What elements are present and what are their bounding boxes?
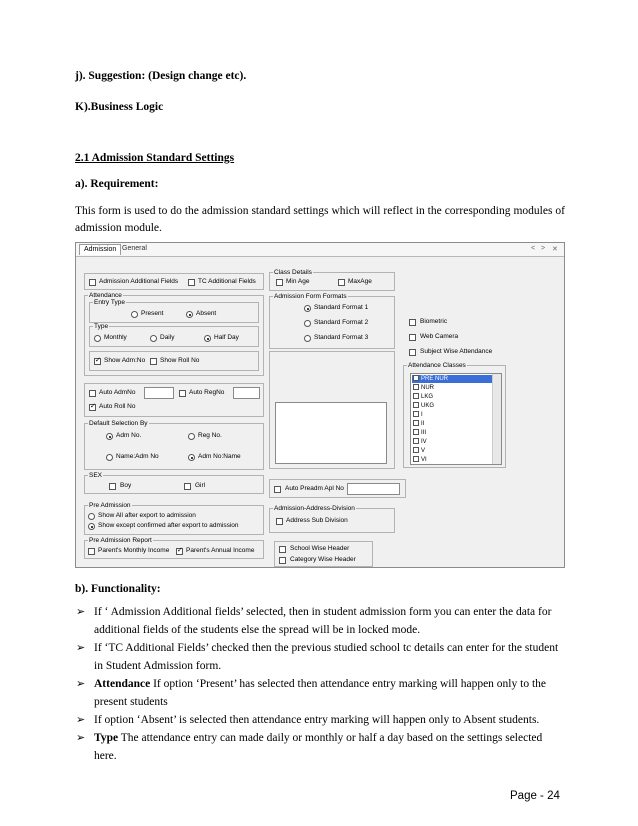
standard-format-2-label: Standard Format 2 — [314, 319, 369, 326]
attendance-classes-list[interactable] — [410, 373, 502, 465]
list-item-label: UKG — [421, 403, 435, 409]
close-icon[interactable]: ✕ — [552, 246, 558, 253]
show-except-radio[interactable] — [88, 523, 95, 530]
category-wise-header-label: Category Wise Header — [290, 556, 356, 563]
biometric-checkbox[interactable] — [409, 319, 416, 326]
pre-admission-report-legend: Pre Admission Report — [89, 537, 152, 544]
list-item[interactable] — [413, 393, 433, 401]
auto-roll-no-label: Auto Roll No — [99, 403, 136, 410]
adm-no-name-radio[interactable] — [188, 454, 195, 461]
list-item-label: V — [421, 448, 426, 454]
web-camera-label: Web Camera — [420, 333, 459, 340]
list-item-label: NUR — [421, 385, 434, 391]
girl-label: Girl — [195, 482, 206, 489]
admission-additional-fields-checkbox[interactable] — [89, 279, 96, 286]
list-item[interactable] — [413, 402, 434, 410]
list-item-checkbox[interactable] — [413, 393, 419, 399]
list-item — [76, 603, 564, 639]
list-item[interactable] — [413, 384, 434, 392]
pre-admission-legend: Pre Admission — [89, 502, 131, 509]
auto-preadm-apl-no-input[interactable] — [347, 483, 400, 495]
list-item — [76, 639, 564, 675]
category-wise-header-checkbox[interactable] — [279, 557, 286, 564]
auto-adm-no-label: Auto AdmNo — [99, 389, 136, 396]
auto-adm-no-input[interactable] — [144, 387, 174, 399]
show-all-radio[interactable] — [88, 513, 95, 520]
list-item-checkbox[interactable] — [413, 411, 419, 417]
list-item-checkbox[interactable] — [413, 402, 419, 408]
class-details-legend: Class Details — [274, 269, 312, 276]
parents-annual-income-label: Parent's Annual Income — [186, 547, 255, 554]
list-item[interactable] — [413, 438, 427, 446]
list-item-checkbox[interactable] — [413, 420, 419, 426]
biometric-label: Biometric — [420, 318, 448, 325]
list-item-label: II — [421, 421, 425, 427]
list-scrollbar[interactable] — [492, 374, 501, 464]
entry-type-legend: Entry Type — [94, 299, 125, 306]
admission-form-formats-legend: Admission Form Formats — [274, 293, 347, 300]
list-item — [76, 711, 564, 729]
bullet-text: The attendance entry can made daily or monthly or half a day based on the settings selected here. — [94, 732, 543, 762]
bullet-arrow-icon: ➢ — [76, 678, 86, 690]
admission-additional-fields-label: Admission Additional Fields — [99, 278, 179, 285]
show-all-label: Show All after export to admission — [98, 512, 196, 519]
bullet-bold-term: Attendance — [94, 678, 151, 690]
heading-business-logic: K).Business Logic — [75, 101, 164, 113]
auto-roll-no-checkbox[interactable] — [89, 404, 96, 411]
absent-label: Absent — [196, 310, 217, 317]
list-item[interactable] — [413, 411, 423, 419]
list-item-label: LKG — [421, 394, 434, 400]
attendance-legend: Attendance — [89, 292, 122, 299]
auto-reg-no-input[interactable] — [233, 387, 260, 399]
absent-radio[interactable] — [186, 311, 193, 318]
subject-wise-attendance-checkbox[interactable] — [409, 349, 416, 356]
auto-preadm-apl-no-checkbox[interactable] — [274, 486, 281, 493]
list-item — [76, 675, 564, 711]
preview-area[interactable] — [275, 402, 387, 464]
adm-no-label: Adm No. — [116, 432, 142, 439]
adm-no-radio[interactable] — [106, 433, 113, 440]
bullet-arrow-icon: ➢ — [76, 714, 86, 726]
list-item-label: III — [421, 430, 427, 436]
tc-additional-fields-checkbox[interactable] — [188, 279, 195, 286]
list-item-label: IV — [421, 439, 427, 445]
sex-legend: SEX — [89, 472, 103, 479]
section-title: 2.1 Admission Standard Settings — [75, 152, 235, 164]
auto-reg-no-label: Auto RegNo — [189, 389, 225, 396]
page-number: Page - 24 — [510, 790, 560, 802]
reg-no-label: Reg No. — [198, 432, 222, 439]
show-roll-no-checkbox[interactable] — [150, 358, 157, 365]
list-item-checkbox[interactable] — [413, 438, 419, 444]
monthly-radio[interactable] — [94, 335, 101, 342]
entry-type-group — [89, 299, 259, 323]
boy-label: Boy — [120, 482, 132, 489]
tab-next-icon[interactable]: > — [541, 245, 546, 252]
list-item-checkbox[interactable] — [413, 456, 419, 462]
list-item-checkbox[interactable] — [413, 429, 419, 435]
list-item-checkbox[interactable] — [413, 375, 419, 381]
adm-no-name-label: Adm No:Name — [198, 453, 241, 460]
max-age-label: MaxAge — [348, 278, 372, 285]
girl-checkbox[interactable] — [184, 483, 191, 490]
default-selection-legend: Default Selection By — [89, 420, 148, 427]
boy-checkbox[interactable] — [109, 483, 116, 490]
present-radio[interactable] — [131, 311, 138, 318]
address-division-legend: Admission-Address-Division — [274, 505, 355, 512]
list-item[interactable] — [412, 375, 498, 383]
show-adm-no-checkbox[interactable] — [94, 358, 101, 365]
bullet-text: If ‘TC Additional Fields’ checked then the previous studied school tc details can enter for the student in Student Admission form. — [94, 642, 559, 672]
requirement-text: This form is used to do the admission standard settings which will reflect in the corresponding modules of admission module. — [75, 205, 565, 234]
list-item-label: I — [421, 412, 423, 418]
max-age-checkbox[interactable] — [338, 279, 345, 286]
show-adm-no-label: Show Adm:No — [104, 357, 146, 364]
standard-format-3-radio[interactable] — [304, 335, 311, 342]
name-adm-no-radio[interactable] — [106, 454, 113, 461]
bullet-arrow-icon: ➢ — [76, 606, 86, 618]
heading-functionality: b). Functionality: — [75, 583, 161, 595]
monthly-label: Monthly — [104, 334, 127, 341]
list-item-checkbox[interactable] — [413, 447, 419, 453]
list-item[interactable] — [413, 447, 425, 455]
tc-additional-fields-label: TC Additional Fields — [198, 278, 256, 285]
school-wise-header-checkbox[interactable] — [279, 546, 286, 553]
parents-monthly-income-checkbox[interactable] — [88, 548, 95, 555]
bullet-text: If option ‘Present’ has selected then attendance entry marking will happen only to the present students — [94, 678, 546, 708]
heading-requirement: a). Requirement: — [75, 178, 159, 190]
address-sub-division-checkbox[interactable] — [276, 518, 283, 525]
tab-prev-icon[interactable]: < — [531, 245, 536, 252]
parents-annual-income-checkbox[interactable] — [176, 548, 183, 555]
list-item-label: PRE NUR — [421, 376, 449, 382]
tab-general[interactable]: General — [122, 245, 147, 252]
standard-format-1-radio[interactable] — [304, 305, 311, 312]
bullet-text: If option ‘Absent’ is selected then attendance entry marking will happen only to Absent students. — [94, 714, 540, 726]
reg-no-radio[interactable] — [188, 433, 195, 440]
bullet-arrow-icon: ➢ — [76, 642, 86, 654]
tab-bar — [76, 243, 564, 257]
half-day-radio[interactable] — [204, 335, 211, 342]
address-sub-division-label: Address Sub Division — [286, 517, 348, 524]
list-item[interactable] — [413, 456, 427, 464]
standard-format-2-radio[interactable] — [304, 320, 311, 327]
list-item[interactable] — [413, 429, 426, 437]
auto-reg-no-checkbox[interactable] — [179, 390, 186, 397]
show-except-label: Show except confirmed after export to admission — [98, 522, 239, 529]
default-selection-group — [84, 420, 264, 470]
auto-adm-no-checkbox[interactable] — [89, 390, 96, 397]
present-label: Present — [141, 310, 164, 317]
standard-format-1-label: Standard Format 1 — [314, 304, 369, 311]
standard-format-3-label: Standard Format 3 — [314, 334, 369, 341]
min-age-checkbox[interactable] — [276, 279, 283, 286]
web-camera-checkbox[interactable] — [409, 334, 416, 341]
bullet-arrow-icon: ➢ — [76, 732, 86, 744]
parents-monthly-income-label: Parent's Monthly Income — [98, 547, 170, 554]
list-item-label: VI — [421, 457, 427, 463]
bullet-text: If ‘ Admission Additional fields’ selected, then in student admission form you can enter the data for additional fields of the students else the spread will be in locked mode. — [94, 606, 552, 636]
name-adm-no-label: Name:Adm No — [116, 453, 159, 460]
show-roll-no-label: Show Roll No — [160, 357, 200, 364]
school-wise-header-label: School Wise Header — [290, 545, 350, 552]
attendance-classes-legend: Attendance Classes — [408, 362, 466, 369]
list-item-checkbox[interactable] — [413, 384, 419, 390]
tab-admission[interactable]: Admission — [79, 244, 121, 255]
subject-wise-attendance-label: Subject Wise Attendance — [420, 348, 493, 355]
daily-label: Daily — [160, 334, 175, 341]
list-item[interactable] — [413, 420, 424, 428]
auto-preadm-apl-no-label: Auto Preadm Apl No — [285, 485, 344, 492]
half-day-label: Half Day — [214, 334, 239, 341]
heading-suggestion: j). Suggestion: (Design change etc). — [75, 70, 247, 82]
bullet-bold-term: Type — [94, 732, 119, 744]
admission-settings-window — [75, 242, 565, 568]
min-age-label: Min Age — [286, 278, 310, 285]
list-item — [76, 729, 564, 765]
daily-radio[interactable] — [150, 335, 157, 342]
type-legend: Type — [94, 323, 109, 330]
